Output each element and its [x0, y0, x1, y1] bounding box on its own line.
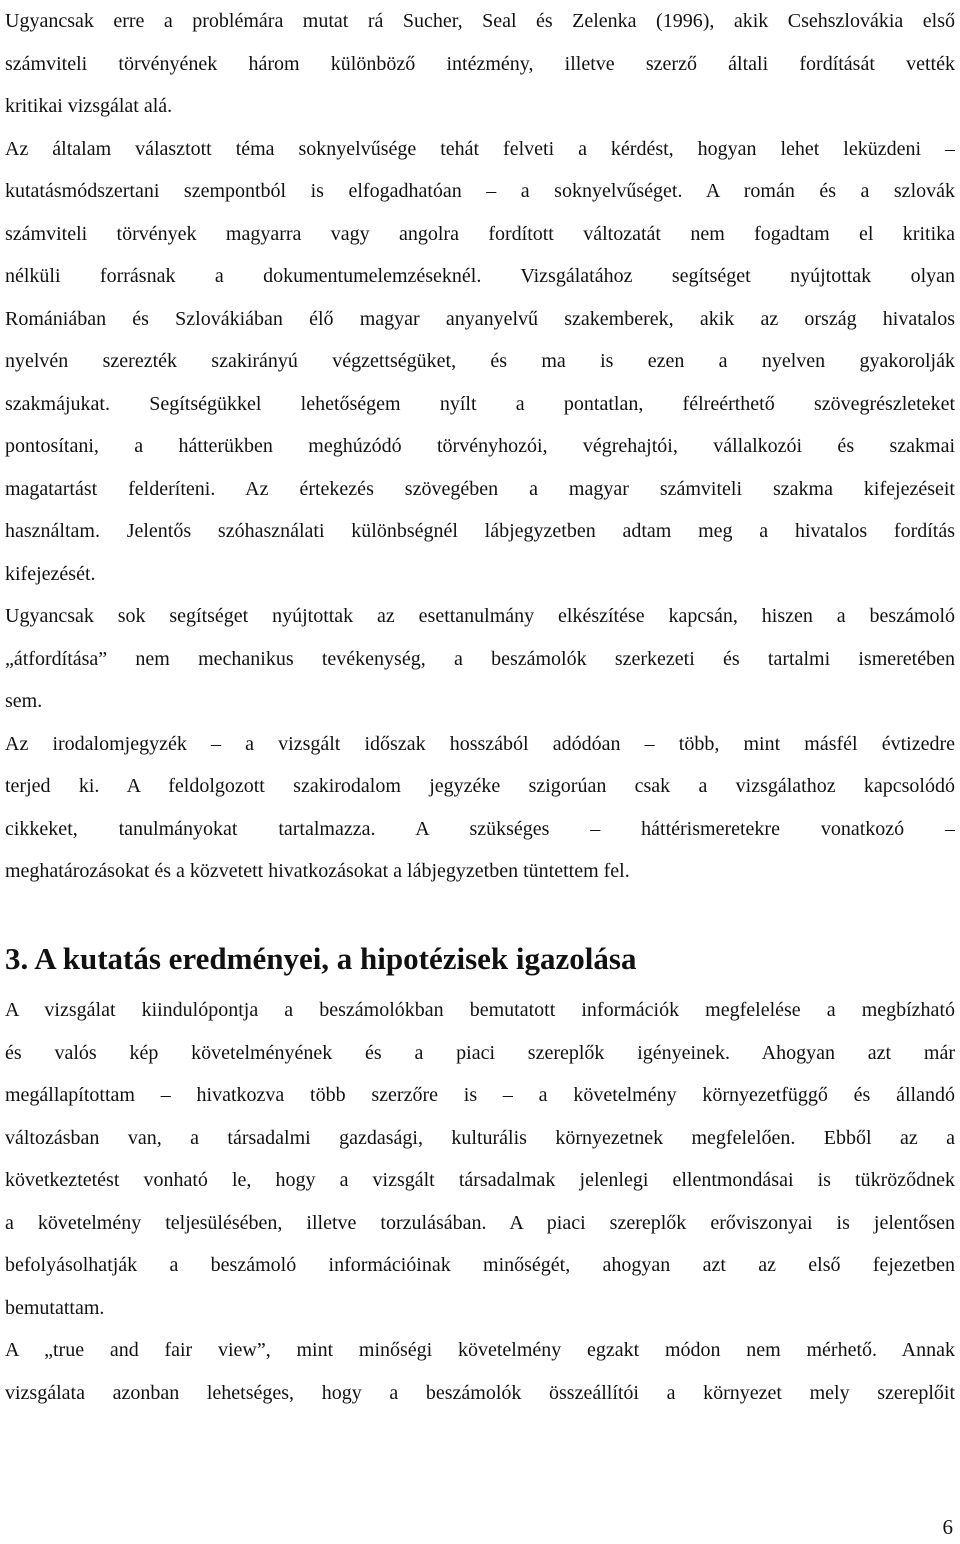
text-line: bemutattam.: [5, 1296, 105, 1319]
text-line: számviteli törvényének három különböző intézmény, illetve szerző általi fordítását vették: [5, 52, 955, 75]
text-line: használtam. Jelentős szóhasználati különbségnél lábjegyzetben adtam meg a hivatalos fordítás: [5, 520, 955, 542]
text-line: megállapítottam – hivatkozva több szerzőre is – a követelmény környezetfüggő és állandó: [5, 1084, 955, 1106]
text-line: Az általam választott téma soknyelvűsége tehát felveti a kérdést, hogyan lehet leküzdeni –: [5, 137, 955, 160]
text-line: Ugyancsak sok segítséget nyújtottak az esettanulmány elkészítése kapcsán, hiszen a beszámoló: [5, 605, 955, 627]
text-line: magatartást felderíteni. Az értekezés szövegében a magyar számviteli szakma kifejezéseit: [5, 477, 955, 500]
body-text-section-2: [5, 989, 955, 1414]
text-line: szakmájukat. Segítségükkel lehetőségem nyílt a pontatlan, félreérthető szövegrészleteket: [5, 392, 955, 415]
text-line: terjed ki. A feldolgozott szakirodalom jegyzéke szigorúan csak a vizsgálathoz kapcsolódó: [5, 775, 955, 797]
text-line: kifejezését.: [5, 562, 96, 585]
text-line: cikkeket, tanulmányokat tartalmazza. A szükséges – háttérismeretekre vonatkozó –: [5, 817, 955, 840]
text-line: kutatásmódszertani szempontból is elfogadhatóan – a soknyelvűséget. A román és a szlovák: [5, 180, 955, 202]
text-line: Romániában és Szlovákiában élő magyar anyanyelvű szakemberek, akik az ország hivatalos: [5, 307, 955, 330]
text-line: A vizsgálat kiindulópontja a beszámolókban bemutatott információk megfelelése a megbízható: [5, 999, 955, 1021]
text-line: meghatározásokat és a közvetett hivatkozásokat a lábjegyzetben tüntettem fel.: [5, 860, 630, 882]
text-line: pontosítani, a hátterükben meghúzódó törvényhozói, végrehajtói, vállalkozói és szakmai: [5, 435, 955, 457]
section-heading: 3. A kutatás eredményei, a hipotézisek igazolása: [5, 941, 637, 976]
text-line: befolyásolhatják a beszámoló információinak minőségét, ahogyan azt az első fejezetben: [5, 1254, 955, 1276]
text-line: Ugyancsak erre a problémára mutat rá Sucher, Seal és Zelenka (1996), akik Csehszlovákia első: [5, 10, 955, 32]
text-line: „átfordítása” nem mechanikus tevékenység, a beszámolók szerkezeti és tartalmi ismeretében: [5, 647, 955, 670]
text-line: következtetést vonható le, hogy a vizsgált társadalmak jelenlegi ellentmondásai is tükröződnek: [5, 1169, 955, 1191]
text-line: vizsgálata azonban lehetséges, hogy a beszámolók összeállítói a környezet mely szereplőit: [5, 1381, 955, 1404]
text-line: és valós kép követelményének és a piaci szereplők igényeinek. Ahogyan azt már: [5, 1041, 955, 1064]
text-line: A „true and fair view”, mint minőségi követelmény egzakt módon nem mérhető. Annak: [5, 1339, 955, 1361]
page-number: 6: [942, 1515, 953, 1539]
text-line: sem.: [5, 690, 43, 712]
body-text-section-1: [5, 0, 955, 893]
text-line: változásban van, a társadalmi gazdasági, kulturális környezetnek megfelelően. Ebből az a: [5, 1126, 955, 1149]
text-line: számviteli törvények magyarra vagy angolra fordított változatát nem fogadtam el kritika: [5, 222, 955, 245]
text-line: nyelvén szerezték szakirányú végzettségüket, és ma is ezen a nyelven gyakorolják: [5, 350, 955, 372]
text-line: a követelmény teljesülésében, illetve torzulásában. A piaci szereplők erőviszonyai is jelentősen: [5, 1211, 955, 1234]
text-line: nélküli forrásnak a dokumentumelemzéseknél. Vizsgálatához segítséget nyújtottak olyan: [5, 265, 955, 287]
text-line: kritikai vizsgálat alá.: [5, 95, 173, 117]
text-line: Az irodalomjegyzék – a vizsgált időszak hosszából adódóan – több, mint másfél évtizedre: [5, 732, 955, 755]
